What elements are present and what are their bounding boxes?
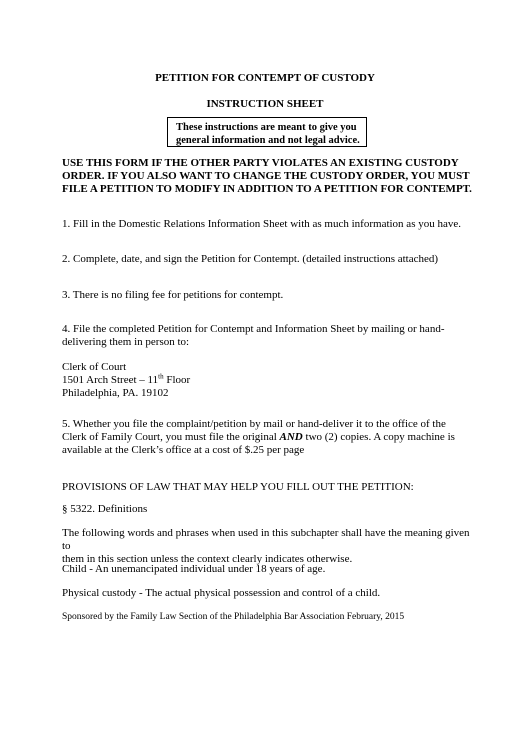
notice-line: general information and not legal advice. xyxy=(176,135,360,146)
notice-line: These instructions are meant to give you xyxy=(176,122,357,133)
address-name: Clerk of Court xyxy=(62,361,127,373)
step-line: Clerk of Family Court, you must file the original AND two (2) copies. A copy machine is xyxy=(62,431,455,443)
warning-line: FILE A PETITION TO MODIFY IN ADDITION TO A PETITION FOR CONTEMPT. xyxy=(62,183,472,195)
emphasis-and: AND xyxy=(279,431,303,443)
legal-notice-box xyxy=(167,117,367,147)
instruction-step-3: 3. There is no filing fee for petitions for contempt. xyxy=(62,289,284,301)
warning-line: ORDER. IF YOU ALSO WANT TO CHANGE THE CUSTODY ORDER, YOU MUST xyxy=(62,170,470,182)
warning-paragraph xyxy=(62,157,472,196)
step-line: available at the Clerk’s office at a cost of $.25 per page xyxy=(62,444,305,456)
address-street: 1501 Arch Street – 11th Floor xyxy=(62,372,191,386)
instruction-step-5 xyxy=(62,418,472,457)
document-title: PETITION FOR CONTEMPT OF CUSTODY xyxy=(155,72,375,84)
definitions-intro xyxy=(62,527,472,566)
step-line: 4. File the completed Petition for Contempt and Information Sheet by mailing or hand- xyxy=(62,323,445,335)
definitions-line: The following words and phrases when used in this subchapter shall have the meaning given to xyxy=(62,527,470,552)
address-city: Philadelphia, PA. 19102 xyxy=(62,387,169,399)
warning-line: USE THIS FORM IF THE OTHER PARTY VIOLATES AN EXISTING CUSTODY xyxy=(62,157,459,169)
definition-child: Child - An unemancipated individual under 18 years of age. xyxy=(62,563,326,575)
provisions-heading: PROVISIONS OF LAW THAT MAY HELP YOU FILL OUT THE PETITION: xyxy=(62,481,414,493)
step-line: delivering them in person to: xyxy=(62,336,190,348)
step-line: 5. Whether you file the complaint/petition by mail or hand-deliver it to the office of the xyxy=(62,418,446,430)
clerk-address xyxy=(62,361,472,400)
instruction-step-1: 1. Fill in the Domestic Relations Information Sheet with as much information as you have. xyxy=(62,218,461,230)
footer-sponsor: Sponsored by the Family Law Section of the Philadelphia Bar Association February, 2015 xyxy=(62,612,405,622)
definition-physical-custody: Physical custody - The actual physical possession and control of a child. xyxy=(62,587,381,599)
instruction-step-4 xyxy=(62,323,472,349)
document-subtitle: INSTRUCTION SHEET xyxy=(206,98,324,110)
definitions-line: them in this section unless the context clearly indicates otherwise. xyxy=(62,553,353,565)
instruction-step-2: 2. Complete, date, and sign the Petition for Contempt. (detailed instructions attached) xyxy=(62,253,439,265)
section-reference: § 5322. Definitions xyxy=(62,503,148,515)
